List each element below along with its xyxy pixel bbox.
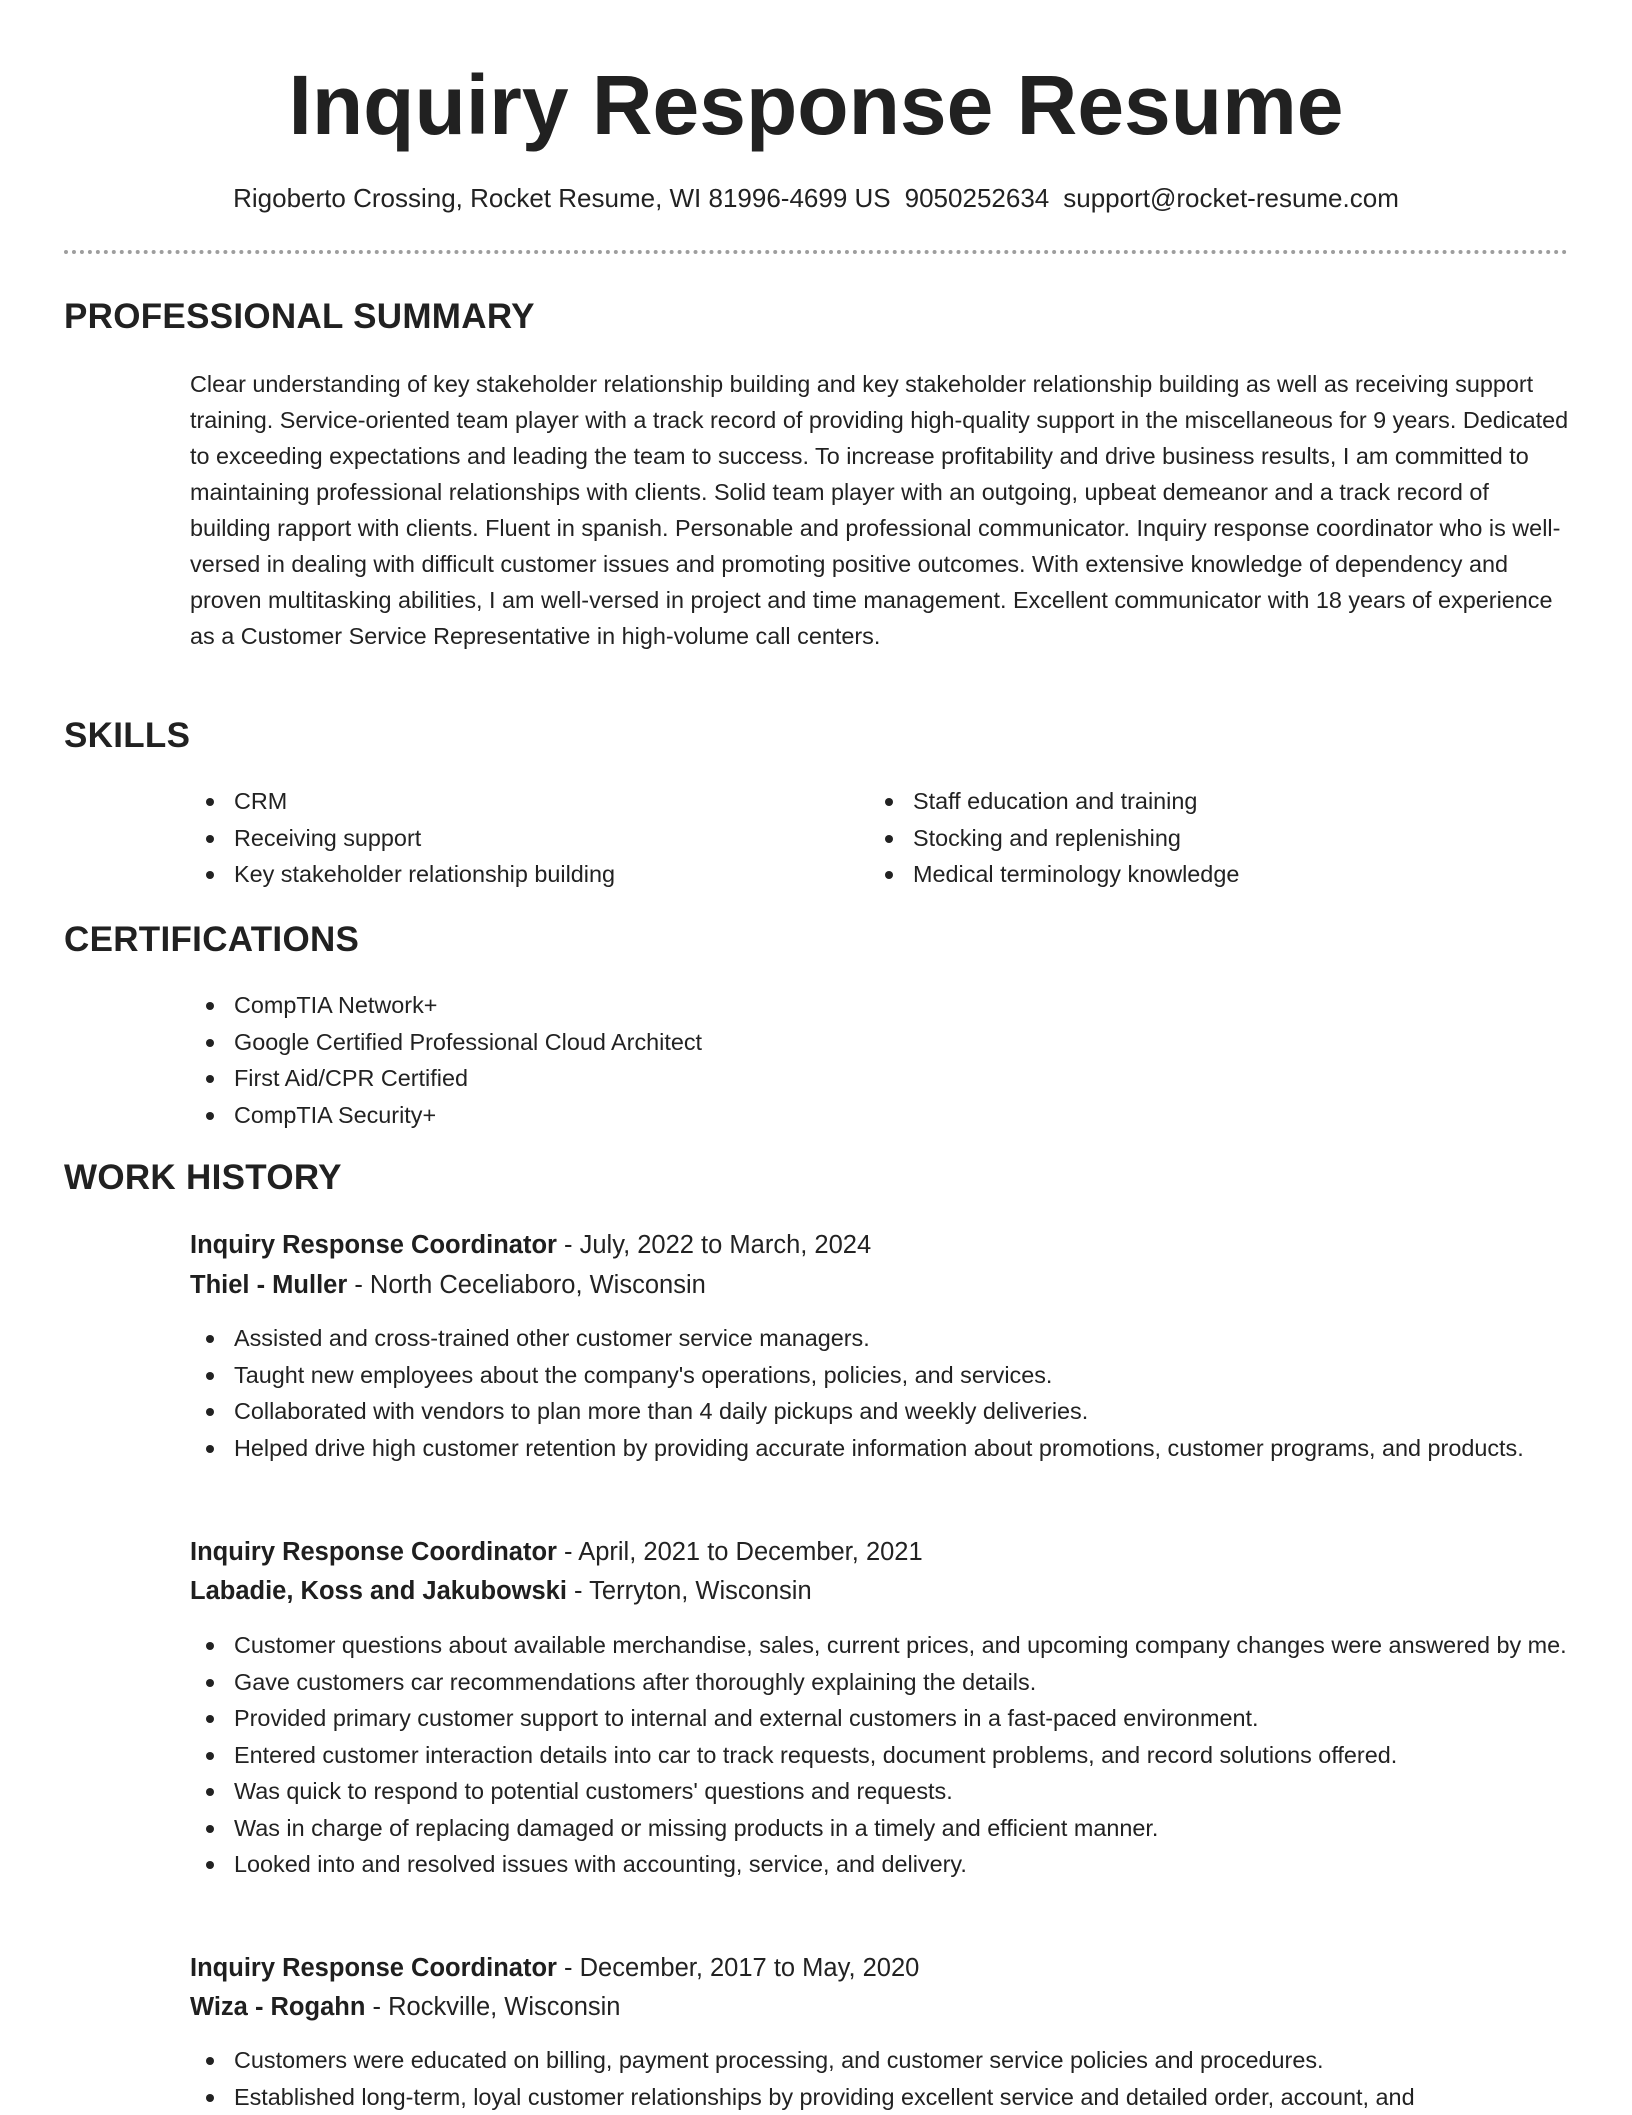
contact-address: Rigoberto Crossing, Rocket Resume, WI 81996-4699 US: [233, 183, 891, 213]
resume-title: Inquiry Response Resume: [0, 55, 1632, 155]
job-role: Inquiry Response Coordinator: [190, 1231, 557, 1259]
certification-item: CompTIA Security+: [190, 1097, 1570, 1134]
job-duty-item: Helped drive high customer retention by providing accurate information about promotions, customer programs, and products.: [190, 1430, 1570, 1467]
job-company: Wiza - Rogahn: [190, 1993, 365, 2021]
skills-heading: SKILLS: [64, 716, 190, 756]
job-company-line: [190, 1987, 621, 2027]
job-duty-item: Gave customers car recommendations after thoroughly explaining the details.: [190, 1664, 1570, 1701]
job-duty-item: Customer questions about available merchandise, sales, current prices, and upcoming company changes were answered by me.: [190, 1627, 1570, 1664]
skill-item: Staff education and training: [869, 783, 1529, 820]
job-duty-item: Was quick to respond to potential customers' questions and requests.: [190, 1773, 1570, 1810]
certifications-heading: CERTIFICATIONS: [64, 920, 359, 960]
job-duty-item: Entered customer interaction details into car to track requests, document problems, and record solutions offered.: [190, 1737, 1570, 1774]
job-dates: - April, 2021 to December, 2021: [557, 1538, 923, 1566]
job-duty-item: Provided primary customer support to internal and external customers in a fast-paced environment.: [190, 1700, 1570, 1737]
job-title-line: [190, 1532, 923, 1572]
job-location: - Terryton, Wisconsin: [567, 1577, 812, 1605]
job-role: Inquiry Response Coordinator: [190, 1538, 557, 1566]
skills-list-left: [190, 783, 850, 893]
skills-list-right: [869, 783, 1529, 893]
summary-heading: PROFESSIONAL SUMMARY: [64, 297, 535, 337]
skill-item: Stocking and replenishing: [869, 820, 1529, 857]
job-duty-item: Assisted and cross-trained other customer service managers.: [190, 1320, 1570, 1357]
job-company: Labadie, Koss and Jakubowski: [190, 1577, 567, 1605]
summary-text: Clear understanding of key stakeholder relationship building and key stakeholder relationship building as well as receiving support training. Service-oriented team player with a track record of providing high-quality support in the miscellaneous for 9 years. Dedicated to exceeding expectations and leading the team to success. To increase profitability and drive business results, I am committed to maintaining professional relationships with clients. Solid team player with an outgoing, upbeat demeanor and a track record of building rapport with clients. Fluent in spanish. Personable and professional communicator. Inquiry response coordinator who is well-versed in dealing with difficult customer issues and promoting positive outcomes. With extensive knowledge of dependency and proven multitasking abilities, I am well-versed in project and time management. Excellent communicator with 18 years of experience as a Customer Service Representative in high-volume call centers.: [190, 366, 1570, 654]
job-duties-list: [190, 1320, 1570, 1466]
job-role: Inquiry Response Coordinator: [190, 1954, 557, 1982]
job-duties-list: [190, 1627, 1570, 1883]
job-duty-item: Looked into and resolved issues with accounting, service, and delivery.: [190, 1846, 1570, 1883]
contact-phone: 9050252634: [905, 183, 1050, 213]
skill-item: CRM: [190, 783, 850, 820]
job-title-line: [190, 1225, 871, 1265]
job-company: Thiel - Muller: [190, 1271, 347, 1299]
skill-item: Receiving support: [190, 820, 850, 857]
job-duty-item: Collaborated with vendors to plan more than 4 daily pickups and weekly deliveries.: [190, 1393, 1570, 1430]
job-company-line: [190, 1265, 706, 1305]
job-duties-list: [190, 2042, 1570, 2115]
job-duty-item: Was in charge of replacing damaged or missing products in a timely and efficient manner.: [190, 1810, 1570, 1847]
job-dates: - December, 2017 to May, 2020: [557, 1954, 919, 1982]
job-company-line: [190, 1571, 812, 1611]
contact-email[interactable]: support@rocket-resume.com: [1063, 183, 1399, 213]
certifications-list: [190, 987, 1570, 1133]
work-history-heading: WORK HISTORY: [64, 1158, 342, 1198]
contact-line: [0, 180, 1632, 216]
skill-item: Medical terminology knowledge: [869, 856, 1529, 893]
job-duty-item: Customers were educated on billing, payment processing, and customer service policies and procedures.: [190, 2042, 1570, 2079]
job-title-line: [190, 1948, 919, 1988]
certification-item: CompTIA Network+: [190, 987, 1570, 1024]
certification-item: First Aid/CPR Certified: [190, 1060, 1570, 1097]
job-dates: - July, 2022 to March, 2024: [557, 1231, 871, 1259]
header-divider: [64, 250, 1568, 254]
job-duty-item: Established long-term, loyal customer relationships by providing excellent service and detailed order, account, and: [190, 2079, 1570, 2115]
certification-item: Google Certified Professional Cloud Architect: [190, 1024, 1570, 1061]
job-location: - Rockville, Wisconsin: [365, 1993, 620, 2021]
skill-item: Key stakeholder relationship building: [190, 856, 850, 893]
job-duty-item: Taught new employees about the company's operations, policies, and services.: [190, 1357, 1570, 1394]
job-location: - North Ceceliaboro, Wisconsin: [347, 1271, 706, 1299]
